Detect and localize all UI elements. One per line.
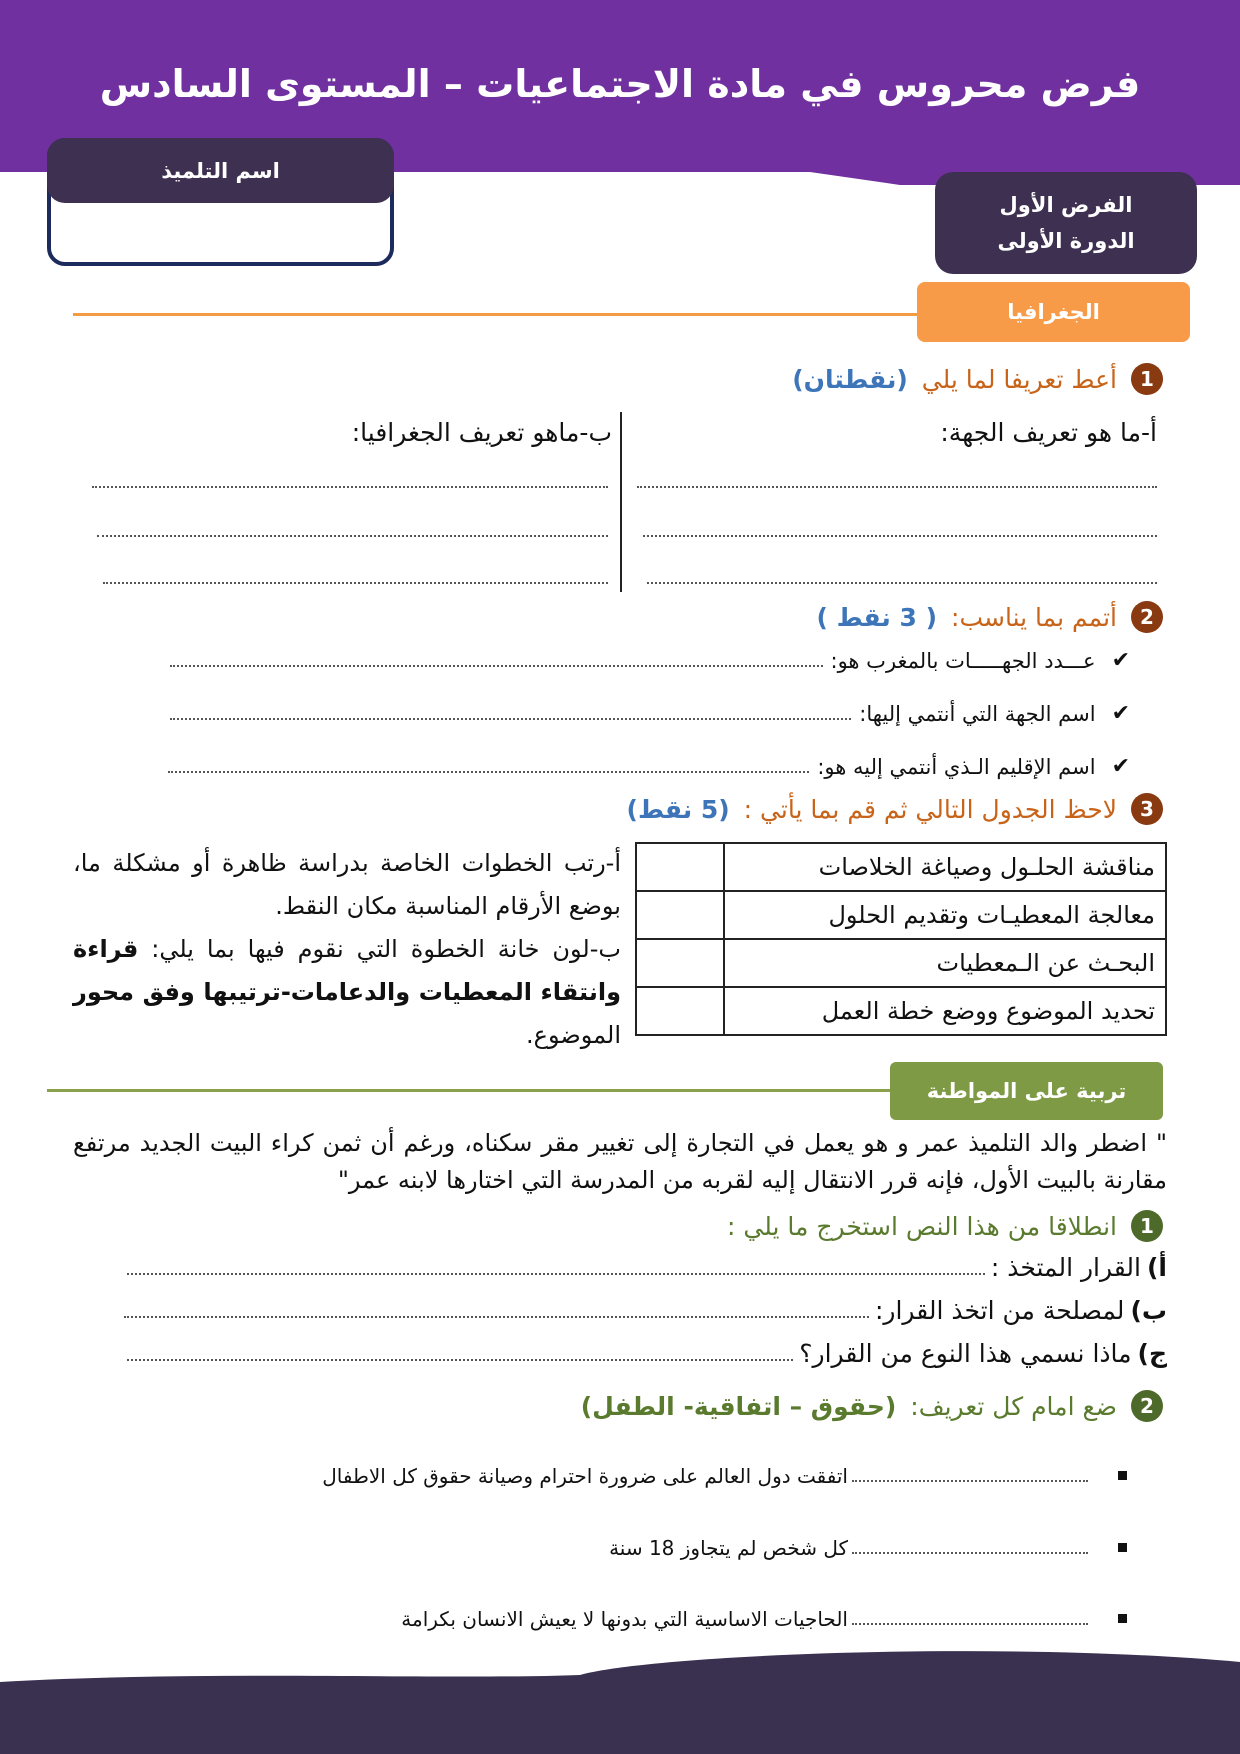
step-text: معالجة المعطيـات وتقديم الحلول (724, 891, 1166, 939)
step-number-cell[interactable] (636, 843, 724, 891)
answer-line[interactable] (127, 1359, 793, 1361)
exam-number: الفرض الأول (999, 193, 1133, 217)
geo-q1-prompt: أعط تعريفا لما يلي (921, 364, 1117, 394)
answer-line[interactable] (168, 771, 809, 773)
answer-line[interactable] (637, 486, 1157, 488)
instruction-b-bold: قراءة وانتقاء المعطيات والدعامات-ترتيبها وفق محور (73, 935, 621, 1006)
bullet-icon (1118, 1543, 1127, 1552)
step-text: تحديد الموضوع ووضع خطة العمل (724, 987, 1166, 1035)
item-letter: ج) (1137, 1339, 1167, 1368)
cit-q2-terms: (حقوق – اتفاقية- الطفل) (580, 1391, 897, 1421)
footer-shape (0, 1651, 1240, 1754)
geo-q3-heading (627, 793, 1163, 825)
geo-q1-part-b: ب-ماهو تعريف الجغرافيا: (351, 418, 612, 447)
student-name-label: اسم التلميذ (47, 138, 394, 203)
geo-q3-points: (5 نقط) (626, 794, 730, 824)
geo-q2-number: 2 (1131, 601, 1163, 633)
answer-line[interactable] (643, 535, 1157, 537)
geo-q2-item (168, 754, 1130, 779)
geo-q2-prompt: أتمم بما يناسب: (951, 602, 1117, 632)
step-number-cell[interactable] (636, 939, 724, 987)
geo-q2-heading (817, 601, 1164, 633)
answer-line[interactable] (852, 1623, 1088, 1625)
step-text: البحـث عن الـمعطيات (724, 939, 1166, 987)
steps-instructions (73, 842, 621, 1057)
geo-q2-item-label: اسم الإقليم الـذي أنتمي إليه هو: (817, 755, 1096, 779)
check-icon: ✔ (1111, 701, 1130, 726)
instruction-b-suffix: الموضوع. (526, 1021, 621, 1049)
bullet-icon (1118, 1471, 1127, 1480)
item-letter: ب) (1130, 1296, 1167, 1325)
answer-line[interactable] (92, 486, 608, 488)
exam-term: الدورة الأولى (997, 229, 1135, 253)
cit-q1-number: 1 (1131, 1210, 1163, 1242)
citizenship-text: " اضطر والد التلميذ عمر و هو يعمل في التجارة إلى تغيير مقر سكناه، ورغم أن ثمن كراء البيت الجديد مرتفع مقارنة بالبيت الأول، فإنه قرر الانتقال إليه لقربه من المدرسة التي اختارها لابنه عمر" (73, 1129, 1167, 1194)
definition-text: كل شخص لم يتجاوز 18 سنة (609, 1536, 848, 1560)
geo-q3-number: 3 (1131, 793, 1163, 825)
answer-line[interactable] (170, 665, 823, 667)
answer-line[interactable] (97, 535, 608, 537)
footer-band (0, 1640, 1240, 1754)
table-row (636, 843, 1166, 891)
step-text: مناقشة الحلـول وصياغة الخلاصات (724, 843, 1166, 891)
geo-q2-item-label: عـــدد الجهـــــات بالمغرب هو: (830, 649, 1096, 673)
geo-q3-prompt: لاحظ الجدول التالي ثم قم بما يأتي : (743, 794, 1117, 824)
cit-q1-item (124, 1296, 1167, 1325)
geo-q2-item (170, 648, 1130, 673)
instruction-a: أ-رتب الخطوات الخاصة بدراسة ظاهرة أو مشكلة ما، بوضع الأرقام المناسبة مكان النقط. (73, 849, 621, 920)
answer-line[interactable] (852, 1552, 1088, 1554)
cit-q1-item (127, 1339, 1167, 1368)
geo-q1-divider (620, 412, 622, 592)
answer-line[interactable] (124, 1316, 869, 1318)
cit-q2-item (322, 1464, 1127, 1488)
answer-line[interactable] (103, 582, 608, 584)
table-row (636, 987, 1166, 1035)
geo-q2-item-label: اسم الجهة التي أنتمي إليها: (859, 702, 1096, 726)
cit-q1-item (127, 1253, 1167, 1282)
cit-q2-item (401, 1607, 1127, 1631)
step-number-cell[interactable] (636, 891, 724, 939)
definition-text: اتفقت دول العالم على ضرورة احترام وصيانة حقوق كل الاطفال (322, 1464, 848, 1488)
geo-q2-points: ( 3 نقط ) (816, 602, 938, 632)
citizenship-section-badge: تربية على المواطنة (890, 1062, 1163, 1120)
answer-line[interactable] (170, 718, 851, 720)
citizenship-divider (47, 1089, 997, 1092)
geo-q2-item (170, 701, 1130, 726)
geo-q1-part-a: أ-ما هو تعريف الجهة: (940, 418, 1157, 447)
table-row (636, 891, 1166, 939)
geo-q1-points: (نقطتان) (792, 364, 908, 394)
item-text: لمصلحة من اتخذ القرار: (874, 1296, 1125, 1325)
answer-line[interactable] (647, 582, 1157, 584)
step-number-cell[interactable] (636, 987, 724, 1035)
item-text: القرار المتخذ : (990, 1253, 1141, 1282)
bullet-icon (1118, 1614, 1127, 1623)
table-row (636, 939, 1166, 987)
geo-q1-number: 1 (1131, 363, 1163, 395)
geo-q1-heading (792, 363, 1163, 395)
definition-text: الحاجيات الاساسية التي بدونها لا يعيش الانسان بكرامة (401, 1607, 848, 1631)
check-icon: ✔ (1111, 754, 1130, 779)
cit-q2-number: 2 (1131, 1390, 1163, 1422)
answer-line[interactable] (127, 1273, 985, 1275)
cit-q1-prompt: انطلاقا من هذا النص استخرج ما يلي : (727, 1211, 1117, 1241)
geography-section-badge: الجغرافيا (917, 282, 1190, 342)
steps-table (635, 842, 1167, 1036)
instruction-b-prefix: ب-لون خانة الخطوة التي نقوم فيها بما يلي: (151, 935, 621, 963)
cit-q2-heading (581, 1390, 1163, 1422)
item-text: ماذا نسمي هذا النوع من القرار؟ (799, 1339, 1132, 1368)
cit-q1-heading (727, 1210, 1163, 1242)
cit-q2-prompt: ضع امام كل تعريف: (910, 1391, 1117, 1421)
item-letter: أ) (1147, 1253, 1167, 1282)
answer-line[interactable] (852, 1480, 1088, 1482)
geography-divider (73, 313, 953, 316)
check-icon: ✔ (1111, 648, 1130, 673)
page-title: فرض محروس في مادة الاجتماعيات – المستوى السادس (99, 62, 1141, 106)
exam-info-box (935, 172, 1197, 274)
cit-q2-item (609, 1536, 1127, 1560)
